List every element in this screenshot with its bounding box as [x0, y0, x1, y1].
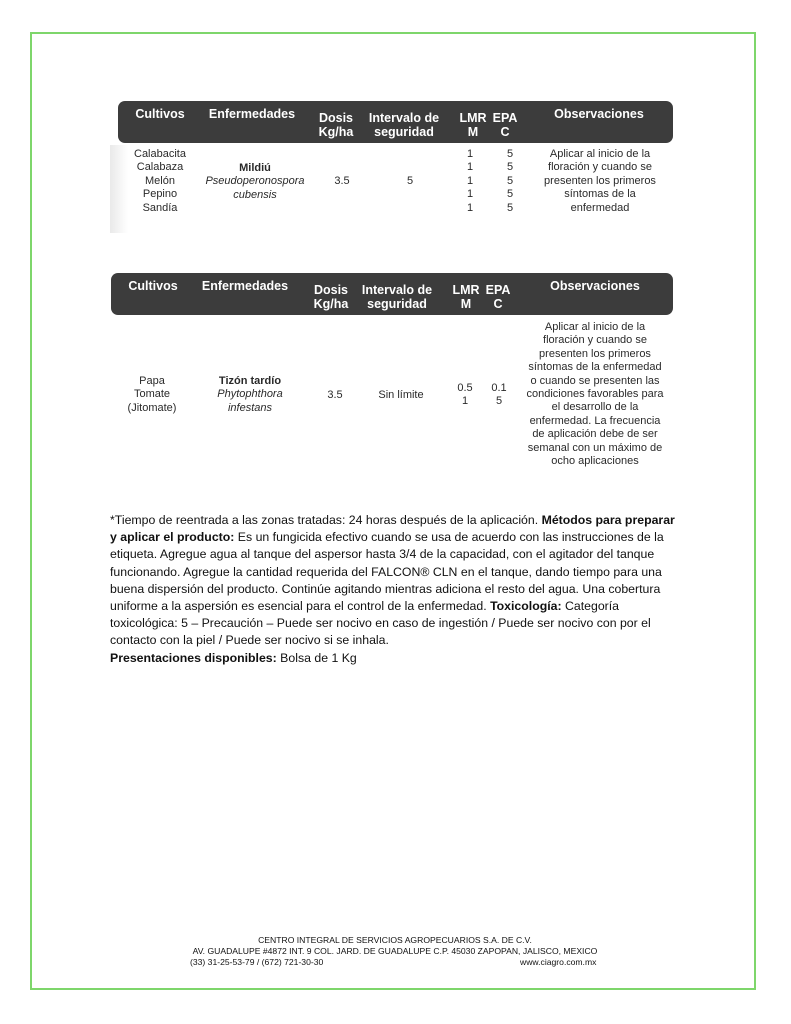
footer-website: www.ciagro.com.mx [520, 957, 597, 967]
header-observaciones: Observaciones [554, 107, 644, 121]
toxicologia-label: Toxicología: [490, 599, 562, 614]
header-observaciones: Observaciones [550, 279, 640, 293]
presentaciones-label: Presentaciones disponibles: [110, 650, 277, 665]
footer-phones: (33) 31-25-53-79 / (672) 721-30-30 [190, 957, 324, 967]
product-instructions [110, 512, 685, 667]
metodos-text: Es un fungicida efectivo cuando se usa de acuerdo con las instrucciones de la etiqueta. Agregue agua al tanque del aspersor hasta 3/4 de la capacidad, con el agitador del tanque funcionando. Agregue la cantidad requerida del FALCON® CLN en el tanque, dando tiempo para una buena dispersión del producto. Continúe agitando mientras adiciona el resto del agua. Una cobertura uniforme a la aspersión es esencial para el control de la enfermedad. [110, 530, 664, 614]
observaciones-text: Aplicar al inicio de la floración y cuando se presenten los primeros síntomas de la enfermedad [544, 148, 656, 214]
enfermedad-name: Mildiú [239, 162, 271, 174]
reentrada-text: *Tiempo de reentrada a las zonas tratadas: 24 horas después de la aplicación. [110, 513, 539, 527]
header-enfermedades: Enfermedades [201, 279, 289, 293]
header-cultivos: Cultivos [128, 279, 178, 293]
header-dosis: Dosis Kg/ha [313, 283, 349, 311]
lmr-values: 0.5 1 [457, 382, 473, 408]
table-header [118, 101, 673, 143]
lmr-values: 1 1 1 1 1 [466, 148, 474, 214]
dosage-table-2 [111, 273, 673, 473]
dosis-value: 3.5 [334, 175, 350, 187]
intervalo-value: Sin límite [378, 389, 424, 401]
header-intervalo: Intervalo de seguridad [361, 283, 433, 311]
dosis-value: 3.5 [327, 389, 343, 401]
scan-shadow [110, 145, 128, 233]
footer-company: CENTRO INTEGRAL DE SERVICIOS AGROPECUARIOS S.A. DE C.V. [258, 935, 532, 945]
toxicologia-text: Categoría toxicológica: 5 – Precaución – Puede ser nocivo en caso de ingestión / Puede ser nocivo con por el contacto con la piel / Puede ser nocivo si se inhala. [110, 599, 651, 648]
presentaciones-text: Bolsa de 1 Kg [280, 650, 357, 665]
header-lmr: LMR M [452, 283, 480, 311]
intervalo-value: 5 [406, 175, 414, 187]
dosage-table-1 [118, 101, 673, 236]
observaciones-text: Aplicar al inicio de la floración y cuando se presenten los primeros síntomas de la enfermedad o cuando se presenten las condiciones favorables para el desarrollo de la enfermedad. La frecuencia de aplicación debe de ser semanal con un máximo de ocho aplicaciones [526, 321, 664, 468]
epa-values: 0.1 5 [491, 382, 507, 408]
table-header [111, 273, 673, 315]
cultivos-list: Papa Tomate (Jitomate) [127, 375, 177, 414]
header-dosis: Dosis Kg/ha [318, 111, 354, 139]
cultivos-list: Calabacita Calabaza Melón Pepino Sandía [134, 148, 186, 214]
footer-address: AV. GUADALUPE #4872 INT. 9 COL. JARD. DE GUADALUPE C.P. 45030 ZAPOPAN, JALISCO, MEXICO [192, 946, 598, 956]
header-intervalo: Intervalo de seguridad [368, 111, 440, 139]
enfermedad-name: Tizón tardío [218, 375, 282, 387]
header-enfermedades: Enfermedades [208, 107, 296, 121]
metodos-label: Métodos para preparar y aplicar el producto: [110, 513, 675, 545]
header-epa: EPA C [492, 111, 518, 139]
epa-values: 5 5 5 5 5 [506, 148, 514, 214]
header-cultivos: Cultivos [135, 107, 185, 121]
enfermedad-cell: Mildiú Pseudoperonospora cubensis [200, 162, 310, 202]
enfermedad-cell: Tizón tardío Phytophthora infestans [195, 375, 305, 415]
header-lmr: LMR M [459, 111, 487, 139]
header-epa: EPA C [485, 283, 511, 311]
